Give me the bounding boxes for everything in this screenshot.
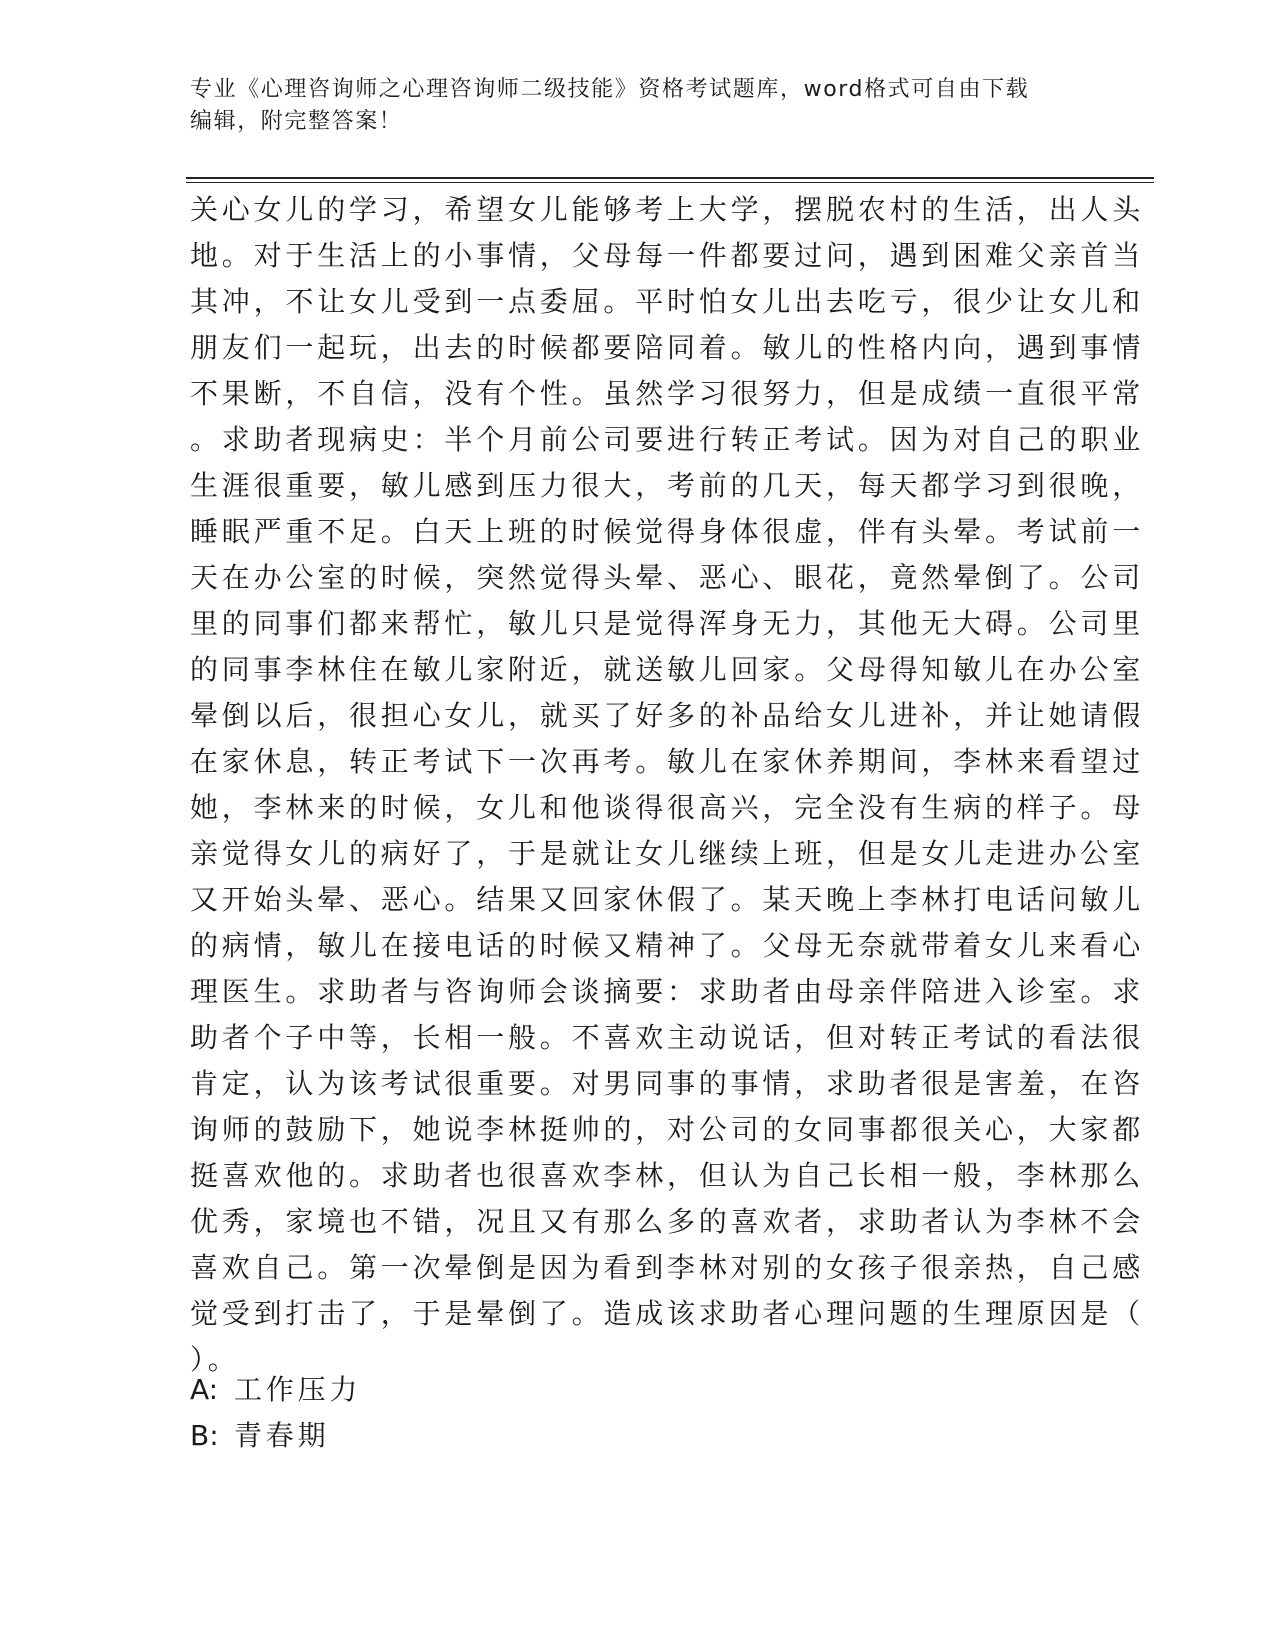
body-line: 里的同事们都来帮忙，敏儿只是觉得浑身无力，其他无大碍。公司里 [190,607,1145,640]
body-line: 喜欢自己。第一次晕倒是因为看到李林对别的女孩子很亲热，自己感 [190,1251,1145,1284]
body-line: 挺喜欢他的。求助者也很喜欢李林，但认为自己长相一般，李林那么 [190,1159,1145,1192]
body-line: 地。对于生活上的小事情，父母每一件都要过问，遇到困难父亲首当 [190,239,1145,272]
body-line: 觉受到打击了，于是晕倒了。造成该求助者心理问题的生理原因是（ [190,1297,1145,1330]
body-line: 睡眠严重不足。白天上班的时候觉得身体很虚，伴有头晕。考试前一 [190,515,1145,548]
body-line: 其冲，不让女儿受到一点委屈。平时怕女儿出去吃亏，很少让女儿和 [190,285,1145,318]
question-body [190,187,1145,1383]
body-line: 在家休息，转正考试下一次再考。敏儿在家休养期间，李林来看望过 [190,745,1145,778]
body-line: 生涯很重要，敏儿感到压力很大，考前的几天，每天都学习到很晚， [190,469,1145,502]
body-line: 晕倒以后，很担心女儿，就买了好多的补品给女儿进补，并让她请假 [190,699,1145,732]
header-line-1: 专业《心理咨询师之心理咨询师二级技能》资格考试题库，word格式可自由下载 [190,77,1030,102]
option-a-letter: A: [190,1373,219,1406]
body-line: 亲觉得女儿的病好了，于是就让女儿继续上班，但是女儿走进办公室 [190,837,1145,870]
body-line: 又开始头晕、恶心。结果又回家休假了。某天晚上李林打电话问敏儿 [190,883,1145,916]
body-line: 朋友们一起玩，出去的时候都要陪同着。敏儿的性格内向，遇到事情 [190,331,1145,364]
body-line: 天在办公室的时候，突然觉得头晕、恶心、眼花，竟然晕倒了。公司 [190,561,1145,594]
answer-options [190,1367,1090,1459]
body-line: 询师的鼓励下，她说李林挺帅的，对公司的女同事都很关心，大家都 [190,1113,1145,1146]
body-line: 的同事李林住在敏儿家附近，就送敏儿回家。父母得知敏儿在办公室 [190,653,1145,686]
header-line-2: 编辑，附完整答案！ [190,109,403,134]
option-a [190,1367,1090,1413]
option-b [190,1413,1090,1459]
page-header [190,74,1070,138]
body-line: 理医生。求助者与咨询师会谈摘要：求助者由母亲伴陪进入诊室。求 [190,975,1145,1008]
body-line: 她，李林来的时候，女儿和他谈得很高兴，完全没有生病的样子。母 [190,791,1145,824]
body-line: 。求助者现病史：半个月前公司要进行转正考试。因为对自己的职业 [190,423,1145,456]
header-divider-thick [186,177,1154,179]
body-line: 不果断，不自信，没有个性。虽然学习很努力，但是成绩一直很平常 [190,377,1145,410]
body-line: ）。 [190,1343,240,1376]
body-line: 肯定，认为该考试很重要。对男同事的事情，求助者很是害羞，在咨 [190,1067,1145,1100]
body-line: 优秀，家境也不错，况且又有那么多的喜欢者，求助者认为李林不会 [190,1205,1145,1238]
body-line: 的病情，敏儿在接电话的时候又精神了。父母无奈就带着女儿来看心 [190,929,1145,962]
option-b-letter: B: [190,1419,219,1452]
body-line: 助者个子中等，长相一般。不喜欢主动说话，但对转正考试的看法很 [190,1021,1145,1054]
option-a-text: 工作压力 [234,1373,362,1406]
option-b-text: 青春期 [234,1419,330,1452]
header-divider-thin [186,182,1154,183]
body-line: 关心女儿的学习，希望女儿能够考上大学，摆脱农村的生活，出人头 [190,193,1145,226]
